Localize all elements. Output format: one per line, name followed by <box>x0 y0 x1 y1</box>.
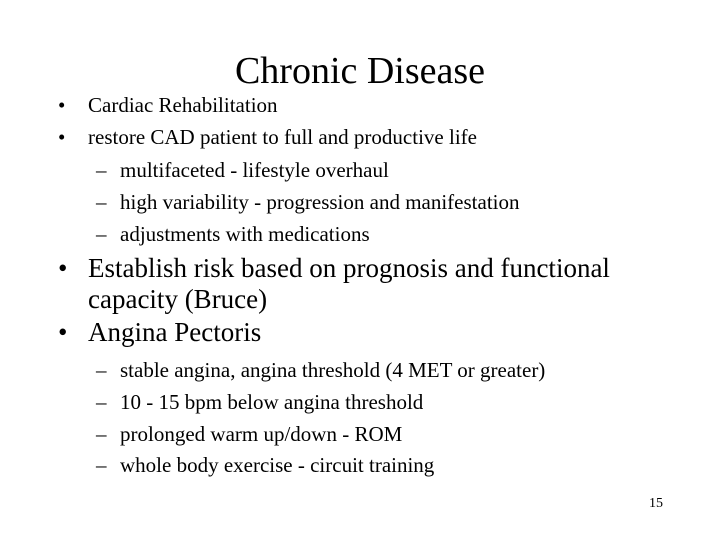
slide-title: Chronic Disease <box>234 50 486 92</box>
subitem-high-variability: high variability - progression and manifestation <box>120 190 520 214</box>
dash-icon: – <box>96 222 107 246</box>
subitem-multifaceted: multifaceted - lifestyle overhaul <box>120 158 389 182</box>
subitem-adjustments: adjustments with medications <box>120 222 370 246</box>
bullet-icon: • <box>58 317 68 347</box>
bullet-icon: • <box>58 253 68 283</box>
dash-icon: – <box>96 422 107 446</box>
bullet-item-restore-cad: restore CAD patient to full and productive life <box>88 125 477 149</box>
bullet-item-establish-risk: Establish risk based on prognosis and functional <box>88 253 610 283</box>
subitem-prolonged-warmup: prolonged warm up/down - ROM <box>120 422 403 446</box>
bullet-icon: • <box>58 125 66 149</box>
bullet-item-establish-risk-continued: capacity (Bruce) <box>88 284 268 314</box>
dash-icon: – <box>96 390 107 414</box>
dash-icon: – <box>96 190 107 214</box>
bullet-item-angina-pectoris: Angina Pectoris <box>88 317 262 347</box>
dash-icon: – <box>96 158 107 182</box>
dash-icon: – <box>96 453 107 477</box>
bullet-icon: • <box>58 93 66 117</box>
slide-number: 15 <box>649 496 663 511</box>
bullet-item-cardiac-rehabilitation: Cardiac Rehabilitation <box>88 93 278 117</box>
subitem-stable-angina: stable angina, angina threshold (4 MET or greater) <box>120 358 546 382</box>
subitem-whole-body-exercise: whole body exercise - circuit training <box>120 453 435 477</box>
dash-icon: – <box>96 358 107 382</box>
subitem-bpm-below-threshold: 10 - 15 bpm below angina threshold <box>120 390 424 414</box>
